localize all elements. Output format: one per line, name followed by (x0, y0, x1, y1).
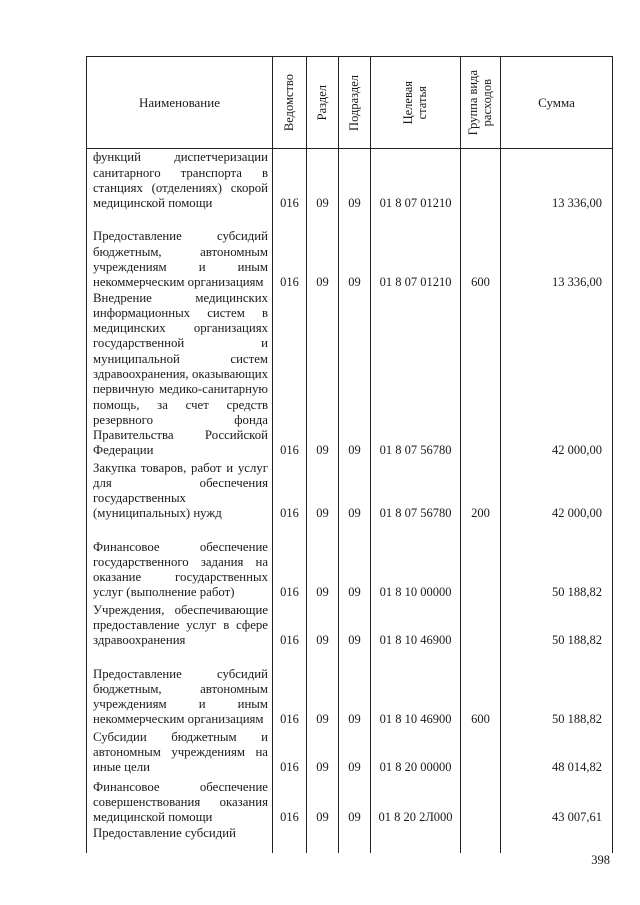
row-razdel: 09 (307, 601, 339, 649)
row-podrazdel: 09 (339, 149, 371, 212)
row-name: Внедрение медицинских информационных систем в медицинских организациях государственной и муниципальной систем здравоохранения, оказывающих первичную медико-санитарную помощь, за счет средств резервного фонда Правительства Российской Федерации (87, 291, 273, 459)
row-razdel (307, 826, 339, 853)
header-vedomstvo: Ведомство (281, 73, 296, 132)
row-vedomstvo: 016 (273, 649, 307, 728)
row-podrazdel: 09 (339, 601, 371, 649)
header-statya-cell (371, 57, 461, 149)
row-statya: 01 8 07 01210 (371, 212, 461, 291)
row-razdel: 09 (307, 149, 339, 212)
row-name: Финансовое обеспечение совершенствования оказания медицинской помощи (87, 776, 273, 826)
budget-table (86, 56, 613, 853)
header-statya: Целевая статья (400, 80, 429, 125)
row-gruppa (461, 826, 501, 853)
header-name: Наименование (87, 57, 273, 149)
table-header-row (87, 57, 613, 149)
header-gruppa: Группа вида расходов (465, 69, 494, 136)
row-statya (371, 826, 461, 853)
row-podrazdel: 09 (339, 212, 371, 291)
table-row (87, 776, 613, 826)
header-razdel: Раздел (314, 84, 329, 121)
row-name: Предоставление субсидий (87, 826, 273, 853)
table-row (87, 459, 613, 522)
row-gruppa: 200 (461, 459, 501, 522)
row-name: Финансовое обеспечение государственного задания на оказание государственных услуг (выполнение работ) (87, 522, 273, 601)
row-gruppa (461, 149, 501, 212)
row-statya: 01 8 10 46900 (371, 649, 461, 728)
row-statya: 01 8 07 56780 (371, 459, 461, 522)
row-summa: 48 014,82 (501, 728, 613, 776)
row-summa: 42 000,00 (501, 459, 613, 522)
page-number: 398 (591, 853, 610, 867)
row-podrazdel (339, 826, 371, 853)
row-name: функций диспетчеризации санитарного транспорта в станциях (отделениях) скорой медицинской помощи (87, 149, 273, 212)
row-statya: 01 8 10 00000 (371, 522, 461, 601)
row-podrazdel: 09 (339, 459, 371, 522)
row-razdel: 09 (307, 459, 339, 522)
row-statya: 01 8 07 01210 (371, 149, 461, 212)
row-podrazdel: 09 (339, 776, 371, 826)
table-row (87, 649, 613, 728)
row-vedomstvo: 016 (273, 291, 307, 459)
row-statya: 01 8 20 2Л000 (371, 776, 461, 826)
row-gruppa (461, 601, 501, 649)
row-podrazdel: 09 (339, 522, 371, 601)
row-summa: 50 188,82 (501, 522, 613, 601)
header-razdel-cell (307, 57, 339, 149)
header-podrazdel: Подраздел (346, 74, 361, 131)
table-row (87, 522, 613, 601)
row-summa: 13 336,00 (501, 212, 613, 291)
row-name: Предоставление субсидий бюджетным, автономным учреждениям и иным некоммерческим организациям (87, 649, 273, 728)
table-row (87, 601, 613, 649)
row-podrazdel: 09 (339, 291, 371, 459)
row-summa (501, 826, 613, 853)
row-razdel: 09 (307, 728, 339, 776)
row-name: Субсидии бюджетным и автономным учреждениям на иные цели (87, 728, 273, 776)
header-vedomstvo-cell (273, 57, 307, 149)
row-summa: 43 007,61 (501, 776, 613, 826)
row-razdel: 09 (307, 291, 339, 459)
row-summa: 13 336,00 (501, 149, 613, 212)
row-vedomstvo: 016 (273, 776, 307, 826)
row-razdel: 09 (307, 522, 339, 601)
row-vedomstvo: 016 (273, 459, 307, 522)
header-summa: Сумма (501, 57, 613, 149)
row-razdel: 09 (307, 212, 339, 291)
row-statya: 01 8 10 46900 (371, 601, 461, 649)
row-razdel: 09 (307, 649, 339, 728)
row-vedomstvo: 016 (273, 212, 307, 291)
row-razdel: 09 (307, 776, 339, 826)
row-vedomstvo (273, 826, 307, 853)
table-row (87, 149, 613, 212)
table-row (87, 212, 613, 291)
row-gruppa (461, 728, 501, 776)
row-vedomstvo: 016 (273, 149, 307, 212)
row-vedomstvo: 016 (273, 522, 307, 601)
header-podrazdel-cell (339, 57, 371, 149)
row-gruppa (461, 522, 501, 601)
row-vedomstvo: 016 (273, 728, 307, 776)
table-row (87, 728, 613, 776)
row-gruppa (461, 291, 501, 459)
header-gruppa-cell (461, 57, 501, 149)
row-summa: 50 188,82 (501, 601, 613, 649)
row-summa: 50 188,82 (501, 649, 613, 728)
row-name: Закупка товаров, работ и услуг для обеспечения государственных (муниципальных) нужд (87, 459, 273, 522)
row-gruppa: 600 (461, 212, 501, 291)
row-gruppa (461, 776, 501, 826)
row-podrazdel: 09 (339, 728, 371, 776)
table-row (87, 291, 613, 459)
row-name: Предоставление субсидий бюджетным, автономным учреждениям и иным некоммерческим организациям (87, 212, 273, 291)
row-statya: 01 8 07 56780 (371, 291, 461, 459)
row-vedomstvo: 016 (273, 601, 307, 649)
row-name: Учреждения, обеспечивающие предоставление услуг в сфере здравоохранения (87, 601, 273, 649)
row-podrazdel: 09 (339, 649, 371, 728)
row-statya: 01 8 20 00000 (371, 728, 461, 776)
row-gruppa: 600 (461, 649, 501, 728)
table-row (87, 826, 613, 853)
row-summa: 42 000,00 (501, 291, 613, 459)
